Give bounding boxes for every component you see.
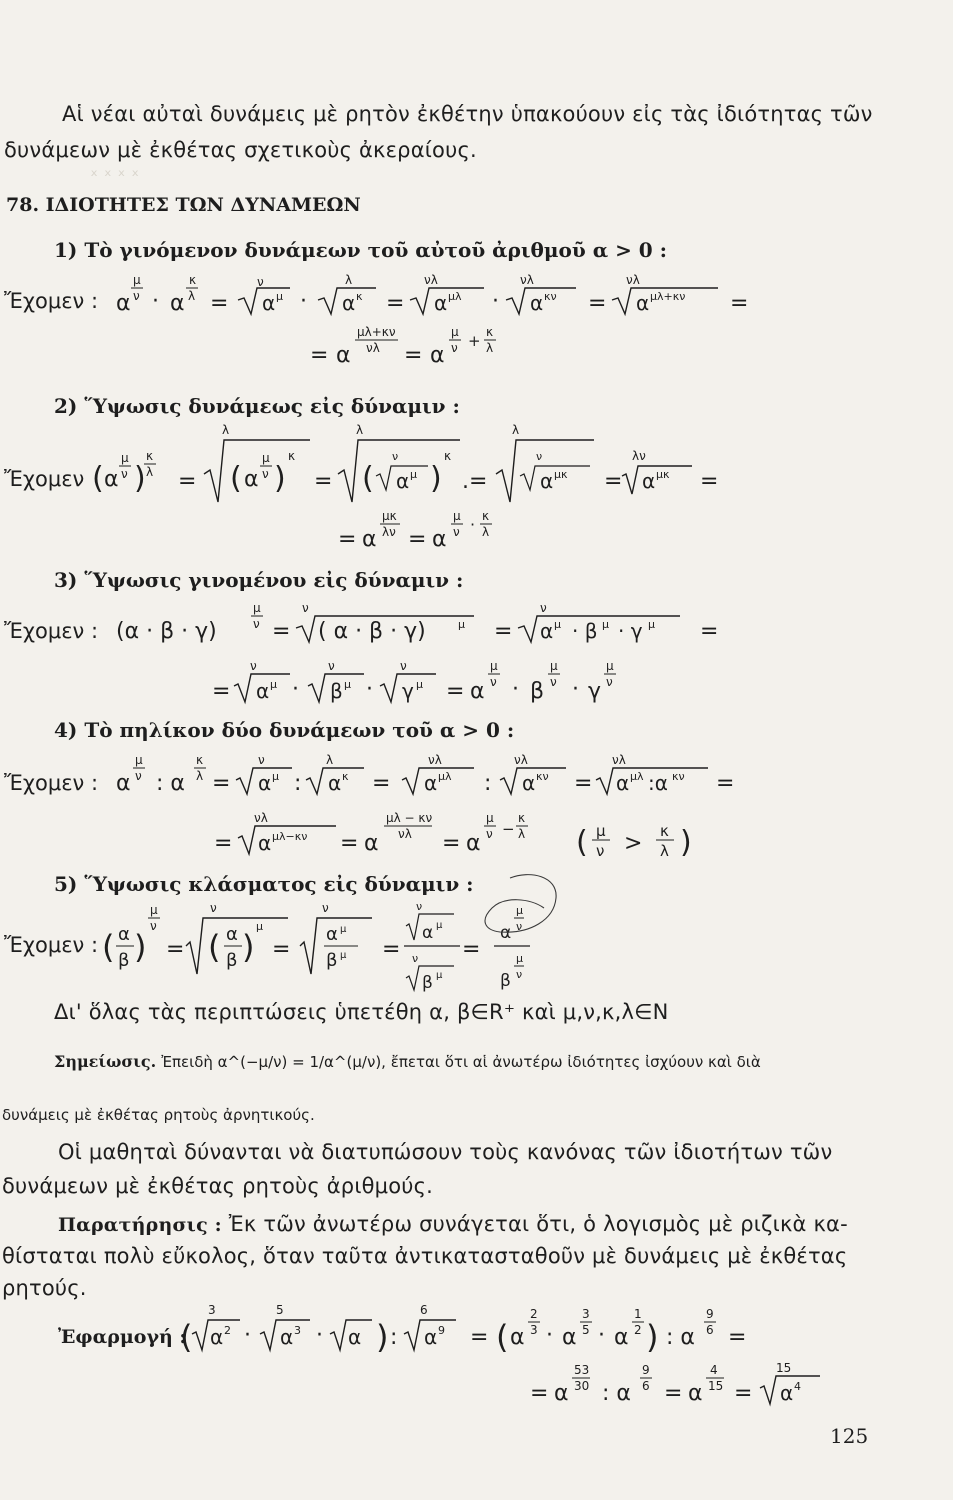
- svg-text:=: =: [588, 291, 607, 316]
- property-3-heading: 3) Ὕψωσις γινομένου εἰς δύναμιν :: [54, 568, 464, 592]
- svg-text:α: α: [616, 771, 630, 795]
- svg-text:α: α: [280, 1325, 294, 1349]
- svg-text:·: ·: [152, 289, 159, 314]
- svg-text:λ: λ: [486, 341, 494, 355]
- svg-text:α: α: [530, 291, 544, 315]
- svg-text:4: 4: [794, 1380, 801, 1393]
- svg-text:μ: μ: [451, 325, 459, 339]
- svg-text:·: ·: [572, 677, 579, 702]
- svg-text:α: α: [328, 771, 342, 795]
- svg-text:ν: ν: [250, 659, 257, 673]
- property-5-heading: 5) Ὕψωσις κλάσματος εἰς δύναμιν :: [54, 872, 474, 896]
- bleed-through: ₓ ₓ ₓ ₓ: [90, 160, 140, 181]
- svg-text:): ): [134, 461, 146, 496]
- svg-text:λ: λ: [512, 424, 520, 437]
- svg-text:=: =: [530, 1381, 549, 1406]
- svg-text:=: =: [404, 343, 423, 368]
- svg-text:μ: μ: [554, 618, 561, 631]
- svg-text::: :: [294, 771, 302, 796]
- svg-text:(: (: [180, 1318, 193, 1356]
- svg-text:μλ: μλ: [438, 770, 452, 783]
- svg-text:): ): [680, 825, 692, 860]
- svg-text:2: 2: [530, 1307, 538, 1321]
- svg-text:>: >: [624, 831, 643, 856]
- svg-text:μ: μ: [490, 659, 498, 673]
- svg-text:α: α: [116, 771, 131, 796]
- svg-text:·: ·: [366, 677, 373, 702]
- svg-text:=: =: [446, 679, 465, 704]
- svg-text:): ): [242, 928, 255, 966]
- svg-text:·: ·: [512, 677, 519, 702]
- svg-text:ν: ν: [133, 289, 140, 303]
- svg-text:ν: ν: [392, 450, 399, 463]
- note-text: Ἐπειδὴ α^(−μ/ν) = 1/α^(μ/ν), ἔπεται ὅτι αἱ ἀνωτέρω ἰδιότητες ἰσχύουν καὶ διὰ: [161, 1053, 761, 1071]
- svg-text:=: =: [408, 527, 427, 552]
- svg-text:λ: λ: [188, 289, 196, 303]
- svg-text:ν: ν: [412, 952, 419, 965]
- svg-text:νλ: νλ: [612, 753, 626, 767]
- students-line-1: Οἱ μαθηταὶ δύνανται νὰ διατυπώσουν τοὺς κανόνας τῶν ἰδιοτήτων τῶν: [58, 1140, 833, 1164]
- svg-text:=: =: [212, 679, 231, 704]
- svg-text:=: =: [372, 771, 391, 796]
- svg-text:α: α: [424, 771, 438, 795]
- svg-text:μ: μ: [516, 952, 523, 965]
- svg-text:α: α: [258, 831, 272, 855]
- svg-text:ν: ν: [258, 753, 265, 767]
- svg-text:λν: λν: [382, 525, 396, 539]
- svg-text:λ: λ: [146, 465, 154, 479]
- svg-text:+: +: [468, 332, 481, 350]
- svg-text:κν: κν: [536, 770, 549, 783]
- svg-text:β: β: [226, 950, 238, 971]
- svg-text:·: ·: [598, 1323, 605, 1348]
- svg-text::: :: [484, 771, 492, 796]
- svg-text:(: (: [576, 825, 588, 860]
- svg-text:): ): [274, 461, 286, 496]
- svg-text:μ: μ: [606, 659, 614, 673]
- svg-text:α: α: [342, 291, 356, 315]
- svg-text:=: =: [340, 831, 359, 856]
- svg-text:=: =: [178, 469, 197, 494]
- svg-text:β: β: [330, 679, 343, 703]
- svg-text:α: α: [118, 924, 130, 945]
- svg-text:μ: μ: [340, 924, 347, 935]
- svg-text:ν: ν: [121, 467, 128, 481]
- svg-text:α: α: [688, 1381, 703, 1406]
- svg-text:3: 3: [530, 1323, 538, 1337]
- svg-text:=: =: [730, 291, 749, 316]
- svg-text:γ: γ: [402, 679, 414, 703]
- svg-text:μλ: μλ: [630, 770, 644, 783]
- svg-text:5: 5: [276, 1303, 284, 1317]
- svg-text:λ: λ: [660, 842, 669, 860]
- svg-text:μ: μ: [344, 678, 351, 691]
- svg-text:λ: λ: [482, 525, 490, 539]
- note-line-2: δυνάμεις μὲ ἐκθέτας ρητοὺς ἀρνητικούς.: [2, 1106, 315, 1124]
- svg-text:κ: κ: [518, 811, 526, 825]
- svg-text:λ: λ: [518, 827, 526, 841]
- svg-text:κ: κ: [342, 770, 349, 783]
- svg-text:6: 6: [420, 1303, 428, 1317]
- svg-text:α: α: [262, 291, 276, 315]
- svg-text:=: =: [314, 469, 333, 494]
- remark-text-1: Ἐκ τῶν ἀνωτέρω συνάγεται ὅτι, ὁ λογισμὸς μὲ ριζικὰ κα-: [228, 1212, 848, 1236]
- svg-text:α: α: [244, 467, 259, 492]
- svg-text:1: 1: [634, 1307, 642, 1321]
- remark-line-2: θίσταται πολὺ εὔκολος, ὅταν ταῦτα ἀντικατασταθοῦν μὲ δυνάμεις μὲ ἐκθέτας: [2, 1244, 848, 1268]
- property-3-formula: [0, 598, 953, 708]
- svg-text:α: α: [540, 469, 554, 493]
- svg-text:α: α: [362, 527, 377, 552]
- svg-text:53: 53: [574, 1363, 590, 1377]
- svg-text:ν: ν: [516, 920, 523, 933]
- svg-text:ν: ν: [302, 601, 309, 615]
- svg-text:μ: μ: [133, 273, 141, 287]
- property-4-heading: 4) Τὸ πηλίκον δύο δυνάμεων τοῦ α > 0 :: [54, 718, 515, 742]
- svg-text:β: β: [118, 950, 130, 971]
- remark-line-1: [58, 1212, 848, 1236]
- svg-text:): ): [134, 928, 147, 966]
- svg-text:α: α: [466, 831, 481, 856]
- svg-text:μ: μ: [550, 659, 558, 673]
- svg-text:=: =: [386, 291, 405, 316]
- students-line-2: δυνάμεων μὲ ἐκθέτας ρητοὺς ἀριθμούς.: [2, 1174, 434, 1198]
- svg-text::α: :α: [648, 771, 668, 795]
- page-number: 125: [830, 1424, 869, 1448]
- note-label: Σημείωσις.: [54, 1052, 157, 1071]
- svg-text:α: α: [396, 469, 410, 493]
- note-paragraph: [54, 1052, 761, 1071]
- svg-text:15: 15: [708, 1379, 724, 1393]
- svg-text:κ: κ: [356, 290, 363, 303]
- svg-text:α: α: [434, 291, 448, 315]
- svg-text:μ: μ: [276, 290, 283, 303]
- svg-text:α: α: [500, 923, 512, 943]
- svg-text:ν: ν: [516, 968, 523, 981]
- svg-text:α: α: [326, 924, 338, 945]
- svg-text:): ): [430, 461, 442, 496]
- svg-text:=: =: [212, 771, 231, 796]
- svg-text:α: α: [562, 1325, 577, 1350]
- svg-text:μκ: μκ: [656, 468, 670, 481]
- svg-text:κ: κ: [660, 822, 669, 840]
- svg-text:6: 6: [642, 1379, 650, 1393]
- svg-text:=: =: [574, 771, 593, 796]
- svg-text:6: 6: [706, 1323, 714, 1337]
- svg-text:(α · β · γ): (α · β · γ): [116, 619, 217, 644]
- svg-text:4: 4: [710, 1363, 718, 1377]
- svg-text:μ: μ: [458, 618, 465, 631]
- svg-text:νλ: νλ: [626, 273, 640, 287]
- svg-text:· β: · β: [572, 619, 598, 643]
- svg-text:μ: μ: [453, 509, 461, 523]
- svg-text:κν: κν: [544, 290, 557, 303]
- svg-text:=: =: [214, 831, 233, 856]
- svg-text:=: =: [210, 291, 229, 316]
- svg-text:ν: ν: [451, 341, 458, 355]
- svg-text:· γ: · γ: [618, 619, 643, 643]
- svg-text:νλ: νλ: [254, 811, 268, 825]
- svg-text:μ: μ: [416, 678, 423, 691]
- conditions-line: Δι' ὅλας τὰς περιπτώσεις ὑπετέθη α, β∈R⁺ καὶ μ,ν,κ,λ∈N: [54, 1000, 669, 1024]
- svg-text:=: =: [664, 1381, 683, 1406]
- svg-text:λ: λ: [326, 753, 334, 767]
- svg-text:ν: ν: [210, 901, 217, 915]
- svg-text:=: =: [442, 831, 461, 856]
- svg-text:3: 3: [208, 1303, 216, 1317]
- svg-text:α: α: [364, 831, 379, 856]
- svg-text:μκ: μκ: [554, 468, 568, 481]
- svg-text:α: α: [104, 467, 119, 492]
- svg-text:=: =: [382, 937, 401, 962]
- svg-text:·: ·: [546, 1323, 553, 1348]
- svg-text:α: α: [170, 291, 185, 316]
- svg-text:ν: ν: [400, 659, 407, 673]
- svg-text:μ: μ: [648, 618, 655, 631]
- svg-text:α: α: [210, 1325, 224, 1349]
- svg-text:μ: μ: [272, 770, 279, 783]
- svg-text:ν: ν: [262, 467, 269, 481]
- svg-text:λν: λν: [632, 449, 646, 463]
- svg-text:=: =: [734, 1381, 753, 1406]
- svg-text:ν: ν: [257, 275, 264, 289]
- svg-text:=: =: [716, 771, 735, 796]
- svg-text:(: (: [496, 1318, 509, 1356]
- svg-text:α: α: [256, 679, 270, 703]
- svg-text:μ: μ: [256, 920, 263, 933]
- svg-text:=: =: [272, 619, 291, 644]
- svg-text:νλ: νλ: [366, 341, 380, 355]
- svg-text:2: 2: [634, 1323, 642, 1337]
- svg-text:α: α: [116, 291, 131, 316]
- svg-text:μ: μ: [596, 822, 606, 840]
- svg-text:3: 3: [582, 1307, 590, 1321]
- svg-text:=: =: [462, 937, 481, 962]
- svg-text:ν: ν: [253, 617, 260, 631]
- svg-text:κ: κ: [196, 753, 204, 767]
- svg-text:μλ−κν: μλ−κν: [272, 830, 308, 843]
- svg-text:ν: ν: [416, 900, 423, 913]
- svg-text:λ: λ: [356, 424, 364, 437]
- svg-text:κ: κ: [189, 273, 197, 287]
- svg-text:·: ·: [470, 515, 476, 534]
- svg-text:νλ: νλ: [424, 273, 438, 287]
- svg-text:( α · β · γ): ( α · β · γ): [318, 619, 426, 644]
- svg-text:): ): [646, 1318, 659, 1356]
- svg-text:·: ·: [300, 289, 307, 314]
- svg-text:=: =: [470, 1325, 489, 1350]
- svg-text:γ: γ: [588, 679, 602, 704]
- svg-text:Ἔχομεν :: Ἔχομεν :: [4, 289, 99, 313]
- svg-text:·: ·: [244, 1323, 251, 1348]
- svg-text:α: α: [430, 343, 445, 368]
- property-2-heading: 2) Ὕψωσις δυνάμεως εἰς δύναμιν :: [54, 394, 460, 418]
- svg-text:μ: μ: [436, 970, 443, 981]
- svg-text:α: α: [336, 343, 351, 368]
- svg-text:Ἔχομεν :: Ἔχομεν :: [4, 933, 99, 957]
- svg-text:α: α: [226, 924, 238, 945]
- svg-text:α: α: [554, 1381, 569, 1406]
- svg-text:α: α: [422, 923, 434, 943]
- application-label: Ἐφαρμογή :: [58, 1326, 187, 1348]
- svg-text:=: =: [338, 527, 357, 552]
- svg-text:α: α: [636, 291, 650, 315]
- svg-text:=: =: [728, 1325, 747, 1350]
- svg-text:: α: : α: [156, 771, 185, 796]
- svg-text:μ: μ: [121, 451, 129, 465]
- svg-text:λ: λ: [222, 424, 230, 437]
- svg-text:α: α: [348, 1325, 362, 1349]
- svg-text:15: 15: [776, 1361, 792, 1375]
- svg-text:=: =: [310, 343, 329, 368]
- svg-text:(: (: [102, 928, 115, 966]
- property-2-formula: [0, 424, 953, 554]
- svg-text:ν: ν: [536, 450, 543, 463]
- svg-text:μ: μ: [270, 678, 277, 691]
- svg-text:Ἔχομεν :: Ἔχομεν :: [4, 619, 99, 643]
- svg-text:μκ: μκ: [382, 509, 397, 523]
- svg-text:β: β: [500, 971, 511, 991]
- svg-text:μ: μ: [410, 468, 417, 481]
- svg-text:μ: μ: [340, 950, 347, 961]
- svg-text:(: (: [230, 461, 242, 496]
- pencil-mark: [470, 868, 570, 948]
- svg-text:=: =: [166, 937, 185, 962]
- property-1-heading: 1) Τὸ γινόμενον δυνάμεων τοῦ αὐτοῦ ἀριθμοῦ α > 0 :: [54, 238, 668, 262]
- svg-text:−: −: [502, 820, 515, 838]
- svg-text:ν: ν: [550, 675, 557, 689]
- property-1-formula: [0, 270, 953, 370]
- svg-text:μλ+κν: μλ+κν: [357, 325, 396, 339]
- svg-text:(: (: [208, 928, 221, 966]
- svg-text:9: 9: [438, 1324, 445, 1337]
- svg-text:α: α: [780, 1381, 794, 1405]
- section-title: 78. ΙΔΙΟΤΗΤΕΣ ΤΩΝ ΔΥΝΑΜΕΩΝ: [6, 194, 361, 216]
- svg-text:μλ − κν: μλ − κν: [386, 811, 433, 825]
- svg-text:λ: λ: [345, 273, 353, 287]
- svg-text:ν: ν: [135, 769, 142, 783]
- svg-text:μ: μ: [150, 903, 158, 917]
- svg-text:μ: μ: [436, 920, 443, 931]
- svg-text:α: α: [642, 469, 656, 493]
- svg-text:β: β: [530, 679, 545, 704]
- svg-text:νλ: νλ: [514, 753, 528, 767]
- svg-text:νλ: νλ: [398, 827, 412, 841]
- svg-text:μ: μ: [253, 601, 261, 615]
- svg-text:Ἔχομεν :: Ἔχομεν :: [4, 771, 99, 795]
- svg-text:β: β: [326, 950, 338, 971]
- svg-text:ν: ν: [150, 919, 157, 933]
- svg-text:α: α: [432, 527, 447, 552]
- svg-text:.=: .=: [462, 469, 488, 494]
- svg-text:): ): [376, 1318, 389, 1356]
- svg-text:: α: : α: [666, 1325, 695, 1350]
- svg-text::: :: [390, 1325, 398, 1350]
- svg-text:νλ: νλ: [520, 273, 534, 287]
- application-formula: [180, 1300, 900, 1412]
- svg-text:5: 5: [582, 1323, 590, 1337]
- svg-text:λ: λ: [196, 769, 204, 783]
- svg-text:ν: ν: [322, 901, 329, 915]
- intro-line-1: Αἱ νέαι αὐταὶ δυνάμεις μὲ ρητὸν ἐκθέτην ὑπακούουν εἰς τὰς ἰδιότητας τῶν: [62, 102, 873, 126]
- svg-text:α: α: [470, 679, 485, 704]
- svg-text:κ: κ: [288, 449, 296, 463]
- intro-line-2: δυνάμεων μὲ ἐκθέτας σχετικοὺς ἀκεραίους.: [4, 138, 477, 162]
- svg-text:α: α: [540, 619, 554, 643]
- svg-text:α: α: [614, 1325, 629, 1350]
- svg-text:·: ·: [292, 677, 299, 702]
- svg-text:κ: κ: [146, 449, 154, 463]
- svg-text:μλ: μλ: [448, 290, 462, 303]
- svg-text:(: (: [92, 461, 104, 496]
- svg-text:κ: κ: [482, 509, 490, 523]
- svg-text:=: =: [494, 619, 513, 644]
- svg-text:ν: ν: [540, 601, 547, 615]
- svg-text:2: 2: [224, 1324, 231, 1337]
- svg-text:(: (: [362, 461, 374, 496]
- svg-text:=: =: [700, 469, 719, 494]
- svg-text:ν: ν: [606, 675, 613, 689]
- svg-text:μλ+κν: μλ+κν: [650, 290, 686, 303]
- svg-text:α: α: [424, 1325, 438, 1349]
- svg-text:μ: μ: [516, 904, 523, 917]
- svg-text:α: α: [258, 771, 272, 795]
- svg-text:κν: κν: [672, 770, 685, 783]
- svg-text:ν: ν: [453, 525, 460, 539]
- svg-text:ν: ν: [596, 842, 605, 860]
- svg-text:9: 9: [642, 1363, 650, 1377]
- remark-label: Παρατήρησις :: [58, 1214, 222, 1236]
- svg-text:α: α: [510, 1325, 525, 1350]
- svg-text:μ: μ: [486, 811, 494, 825]
- svg-text:μ: μ: [135, 753, 143, 767]
- svg-text:·: ·: [316, 1323, 323, 1348]
- svg-text:μ: μ: [262, 451, 270, 465]
- property-4-formula: [0, 750, 953, 860]
- svg-text:30: 30: [574, 1379, 590, 1393]
- svg-text:νλ: νλ: [428, 753, 442, 767]
- svg-text:κ: κ: [486, 325, 494, 339]
- svg-text:=: =: [272, 937, 291, 962]
- svg-text:β: β: [422, 973, 433, 993]
- svg-text:9: 9: [706, 1307, 714, 1321]
- svg-text:ν: ν: [490, 675, 497, 689]
- svg-text:α: α: [522, 771, 536, 795]
- svg-text:ν: ν: [486, 827, 493, 841]
- svg-text:ν: ν: [328, 659, 335, 673]
- svg-text:Ἔχομεν: Ἔχομεν: [4, 467, 85, 491]
- remark-line-3: ρητούς.: [2, 1276, 87, 1300]
- svg-text:: α: : α: [602, 1381, 631, 1406]
- svg-text:κ: κ: [444, 449, 452, 463]
- svg-text:·: ·: [492, 289, 499, 314]
- svg-text:=: =: [700, 619, 719, 644]
- svg-text:μ: μ: [602, 618, 609, 631]
- svg-text:3: 3: [294, 1324, 301, 1337]
- svg-text:=: =: [604, 469, 623, 494]
